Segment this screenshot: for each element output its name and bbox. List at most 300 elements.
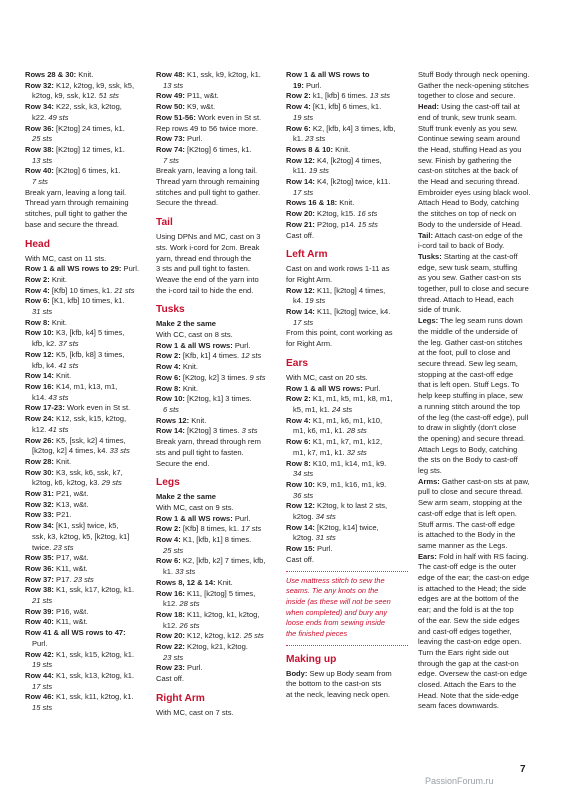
pattern-line [25,532,147,543]
pattern-line [156,674,278,685]
pattern-line [418,616,542,627]
instruction-text: a running stitch around the top [418,401,520,411]
pattern-line [156,384,278,395]
row-label: Row 14: [286,177,315,187]
row-label: 19: [293,80,304,90]
instruction-text: pull to close and secure thread. [418,487,523,497]
pattern-line [156,610,278,621]
instruction-text: Sew up Body seam from [307,668,392,678]
pattern-line [156,405,278,416]
row-label: Row 36: [25,563,54,573]
row-label: Row 24: [25,414,54,424]
row-label: Row 10: [25,328,54,338]
instruction-text: K11, w&t. [53,617,88,627]
stitch-count: 24 sts [332,404,353,414]
stitch-count: 16 sts [357,209,378,219]
finishing-note [286,576,408,640]
instruction-text: K11, k2tog, k1, k2tog, [184,609,260,619]
stitch-count: 21 sts [32,596,53,606]
pattern-line [156,232,278,243]
row-label: Ears: [418,551,437,561]
stitch-count: 23 sts [305,134,326,144]
pattern-line [418,680,542,691]
row-label: Row 4: [286,415,311,425]
pattern-line [418,327,542,338]
instruction-text: K11, [k2tog] 4 times, [314,285,386,295]
pattern-line [286,166,408,177]
pattern-line [286,286,408,297]
pattern-line [25,188,147,199]
pattern-line [286,156,408,167]
pattern-line [156,286,278,297]
pattern-line [286,124,408,135]
pattern-line [156,524,278,535]
instruction-text: closed. Attach the Ears to the [418,680,517,690]
pattern-line [156,663,278,674]
instruction-text: k12. [32,424,49,434]
pattern-line [286,523,408,534]
pattern-line [156,351,278,362]
pattern-line [25,220,147,231]
row-label: Row 40: [25,617,54,627]
row-label: Row 1 & all WS rows to [286,70,370,79]
instruction-text: Work even in St st. [64,403,131,413]
pattern-line [418,669,542,680]
pattern-line [418,380,542,391]
instruction-text: Starting at the cast-off [441,251,518,261]
instruction-text: help keep stuffing in place, sew [418,391,523,401]
pattern-line [156,578,278,589]
pattern-line [156,653,278,664]
instruction-text: Head. Note that the side-edge [418,690,519,700]
instruction-text: Thread yarn through remaining [156,177,260,187]
instruction-text: Weave the end of the yarn into [156,274,259,284]
note-line: inside (as these will not be seen [286,596,391,606]
instruction-text: Work even in St st. [195,112,262,122]
stitch-count: 26 sts [179,620,200,630]
instruction-text: k2tog. [293,512,316,522]
row-label: Row 51-56: [156,112,196,122]
row-label: Row 10: [286,479,315,489]
pattern-line [25,382,147,393]
row-label: Row 26: [25,435,54,445]
instruction-text: Turn the Ears right side out [418,647,509,657]
pattern-line [25,692,147,703]
stitch-count: 28 sts [179,599,200,609]
instruction-text: Stuff trunk evenly as you sew. [418,123,518,133]
instruction-text: twice. [32,542,54,552]
instruction-text: K9, w&t. [184,102,216,112]
pattern-line [286,394,408,405]
note-line: seams. Tie any knots on the [286,586,379,596]
pattern-line [156,341,278,352]
pattern-line [286,544,408,555]
pattern-line [25,264,147,275]
instruction-text: at the foot, pull to close and [418,348,511,358]
row-label: Rows 12: [156,415,190,425]
note-line: loose ends from sewing inside [286,618,386,628]
pattern-line [286,501,408,512]
instruction-text: edge, sew tusk seam, stuffing [418,262,518,272]
instruction-text: sts. Work i-cord for 2cm. Break [156,242,260,252]
pattern-line [156,621,278,632]
pattern-line [286,102,408,113]
instruction-text: at the neck, leaving neck open. [286,690,391,700]
stitch-count: 43 sts [48,392,69,402]
instruction-text: [Kfb] 8 times, k1. [180,524,242,534]
stitch-count: 49 sts [48,112,69,122]
instruction-text: P21. [53,510,72,520]
instruction-text: through the gap at the cast-on [418,658,519,668]
row-label: Row 36: [25,123,54,133]
pattern-line [25,596,147,607]
instruction-text: k1. [293,134,306,144]
instruction-text: Knit. [189,415,207,425]
row-label: Legs: [418,316,439,326]
row-label: Row 8: [286,458,311,468]
instruction-text: sew. Finish by gathering the [418,155,512,165]
pattern-line [286,448,408,459]
pattern-line [286,275,408,286]
stitch-count: 34 sts [293,469,314,479]
pattern-line [418,359,542,370]
pattern-line [286,480,408,491]
row-label: Row 4: [156,535,181,545]
pattern-line [25,124,147,135]
row-label: Row 14: [25,371,54,381]
row-label: Row 2: [156,351,181,361]
instruction-text: end of trunk, sew trunk seam. [418,112,517,122]
pattern-line [156,459,278,470]
instruction-text: Knit. [49,274,67,284]
instruction-text: K1, ssk, k13, k2tog, k1. [53,670,135,680]
instruction-text: Knit. [337,198,355,208]
pattern-line [156,373,278,384]
instruction-text: Attach Legs to Body, catching [418,444,518,454]
column-4 [418,70,542,712]
pattern-line [156,567,278,578]
row-label: Row 38: [25,144,54,154]
instruction-text: Stuff arms. The cast-off edge [418,519,515,529]
row-label: Rows 28 & 30: [25,70,77,79]
row-label: Rows 8, 12 & 14: [156,577,216,587]
pattern-line [156,362,278,373]
pattern-line [418,691,542,702]
instruction-text: Gather the neck-opening stitches [418,80,529,90]
row-label: Row 40: [25,166,54,176]
pattern-line [25,671,147,682]
pattern-line [156,535,278,546]
pattern-line [25,166,147,177]
instruction-text: [K1, kfb] 10 times, k1. [49,296,125,306]
row-label: Body: [286,668,308,678]
pattern-line [156,166,278,177]
instruction-text: With MC, cast on 20 sts. [286,372,368,382]
pattern-line [418,220,542,231]
instruction-text: K11, [k2tog] 5 times, [184,588,256,598]
instruction-text: With MC, cast on 11 sts. [25,253,107,263]
stitch-count: 15 sts [32,703,53,713]
row-label: Row 4: [156,362,181,372]
stitch-count: 51 sts [98,91,119,101]
row-label: Row 49: [156,91,185,101]
stitch-count: 17 sts [32,681,53,691]
instruction-text: leaving the cast-on edge open. [418,637,522,647]
instruction-text: of the ear. Sew the side edges [418,615,520,625]
instruction-text: for Right Arm. [286,274,333,284]
stitch-count: 31 sts [32,307,53,317]
pattern-line [418,209,542,220]
instruction-text: Cast off. [286,554,314,564]
instruction-text: the leg. Gather cast-on stitches [418,337,523,347]
section-heading: Head [25,238,50,250]
instruction-text: Purl. [184,134,203,144]
pattern-line [25,639,147,650]
instruction-text: Break yarn, leaving a long tail. [156,166,258,176]
instruction-text: same manner as the Legs. [418,540,508,550]
instruction-text: P17, w&t. [53,553,89,563]
pattern-line [418,594,542,605]
stitch-count: 32 sts [346,447,367,457]
row-label: Row 16: [25,381,54,391]
pattern-line [25,156,147,167]
pattern-line [25,70,147,81]
pattern-line [286,264,408,275]
instruction-text: ssk, k3, k2tog, k5, [k2tog, k1] [32,531,130,541]
stitch-count: 36 sts [293,490,314,500]
pattern-line [418,316,542,327]
instruction-text: Purl. [184,663,203,673]
row-label: Row 12: [286,285,315,295]
instruction-text: K22, ssk, k3, k2tog, [53,102,122,112]
pattern-line [25,209,147,220]
row-label: Row 6: [286,123,311,133]
instruction-text: Using DPNs and MC, cast on 3 [156,232,261,242]
row-label: Row 34: [25,102,54,112]
pattern-line [418,134,542,145]
column-3 [286,70,408,701]
stitch-count: 13 sts [163,80,184,90]
instruction-text: Secure the thread. [156,198,219,208]
row-label: Row 1 & all WS rows: [156,513,233,523]
row-label: Row 32: [25,499,54,509]
pattern-line [286,426,408,437]
pattern-line [286,555,408,566]
instruction-text: m1, k6, m1, k1. [293,426,347,436]
pattern-line [156,448,278,459]
section-heading: Right Arm [156,692,205,704]
pattern-line [25,361,147,372]
instruction-text: K1, ssk, k17, k2tog, k1. [53,585,135,595]
pattern-line [25,617,147,628]
stitch-count: 41 sts [58,360,79,370]
instruction-text: Break yarn, leaving a long tail. [25,187,127,197]
instruction-text: [K2tog, k2] 3 times. [180,372,250,382]
stitch-count: 13 sts [32,155,53,165]
instruction-text: The leg seam runs down [438,316,523,326]
pattern-line [418,198,542,209]
instruction-text: thread. Attach to Head, each [418,294,514,304]
row-label: Row 2: [156,524,181,534]
pattern-line [156,124,278,135]
instruction-text: k1. [163,567,176,577]
instruction-text: the opening) and secure thread. [418,433,525,443]
instruction-text: Sew arm seam, stopping at the [418,498,523,508]
instruction-text: Knit. [53,371,72,381]
instruction-text: m1, k7, m1, k1. [293,447,347,457]
instruction-text: cast-on stitches at the back of [418,166,518,176]
pattern-line [286,91,408,102]
pattern-line [25,703,147,714]
stitch-count: 19 sts [32,660,53,670]
stitch-count: 13 sts [369,91,391,101]
pattern-line [25,113,147,124]
pattern-line [156,492,278,503]
row-label: Row 14: [286,307,315,317]
pattern-line [156,264,278,275]
pattern-line [418,284,542,295]
instruction-text: and cast-off edges together, [418,626,512,636]
pattern-line [156,134,278,145]
row-label: Row 28: [25,456,54,466]
stitch-count: 23 sts [163,652,184,662]
instruction-text: [K1, ssk] twice, k5, [53,521,119,531]
stitch-count: 23 sts [73,574,94,584]
instruction-text: K2tog, k15. [314,209,358,219]
stitch-count: 37 sts [58,339,79,349]
stitch-count: 17 sts [293,317,314,327]
instruction-text: kfb, k4. [32,360,59,370]
instruction-text: side of trunk. [418,305,462,315]
instruction-text: Purl. [314,544,333,554]
instruction-text: base and secure the thread. [25,219,119,229]
stitch-count: 19 sts [308,166,329,176]
instruction-text: K1, ssk, k15, k2tog, k1. [53,649,135,659]
row-label: Row 50: [156,102,185,112]
pattern-line [418,391,542,402]
pattern-line [418,701,542,712]
pattern-line [418,252,542,263]
pattern-line [25,489,147,500]
pattern-line [418,455,542,466]
stitch-count: 12 sts [241,351,262,361]
instruction-text: Purl. [232,513,251,523]
pattern-line [156,254,278,265]
pattern-line [25,478,147,489]
pattern-line [156,81,278,92]
row-label: Row 2: [25,274,50,284]
instruction-text: The cast-off edge is the outer [418,562,517,572]
pattern-line [25,198,147,209]
row-label: Row 6: [156,372,181,382]
instruction-text: Purl. [303,80,322,90]
pattern-line [25,145,147,156]
instruction-text: k2tog, k9, ssk, k12. [32,91,99,101]
pattern-line [418,145,542,156]
instruction-text: K2tog, k21, k2tog. [184,642,248,652]
watermark: PassionForum.ru [425,776,494,786]
pattern-line [418,487,542,498]
instruction-text: ear; and the fold is at the top [418,605,514,615]
row-label: Row 17-23: [25,403,65,413]
instruction-text: of the leg (the cast-off edge), pull [418,412,529,422]
pattern-line [25,339,147,350]
row-label: Row 4: [286,102,311,112]
pattern-line [418,552,542,563]
pattern-line [25,318,147,329]
pattern-line [286,373,408,384]
pattern-line [418,627,542,638]
pattern-line [286,307,408,318]
row-label: Row 1 & all WS rows: [156,340,233,350]
pattern-line [418,573,542,584]
row-label: Arms: [418,476,440,486]
instruction-text: stitches, pull tight to gather the [25,209,128,219]
instruction-text: [K2tog, k14] twice, [314,522,379,532]
pattern-line [418,124,542,135]
pattern-line [418,263,542,274]
instruction-text: the sts on the Body to cast-off [418,455,518,465]
pattern-line [25,177,147,188]
pattern-line [25,403,147,414]
row-label: Row 14: [286,522,315,532]
pattern-line [418,445,542,456]
instruction-text: Stuff Body through neck opening. [418,70,530,79]
instruction-text: the Head and securing thread. [418,177,520,187]
pattern-line [25,564,147,575]
pattern-line [286,209,408,220]
row-label: Row 16: [156,588,185,598]
instruction-text: K2, [kfb, k4] 3 times, kfb, [310,123,396,133]
row-label: Row 38: [25,585,54,595]
instruction-text: K3, [kfb, k4] 5 times, [53,328,125,338]
pattern-line [25,328,147,339]
instruction-text: [k2tog, k2] 4 times, k4. [32,446,110,456]
pattern-line [286,533,408,544]
instruction-text: [Kfb, k1] 4 times. [180,351,242,361]
pattern-line [418,413,542,424]
pattern-line [156,589,278,600]
instruction-text: With CC, cast on 8 sts. [156,330,233,340]
row-label: Row 41 & all WS rows to 47: [25,628,126,638]
pattern-line [156,319,278,330]
pattern-line [25,510,147,521]
instruction-text: K1, m1, k5, m1, k8, m1, [310,394,393,404]
row-label: Row 4: [25,285,50,295]
pattern-line [286,491,408,502]
section-heading: Legs [156,477,180,489]
instruction-text: for Right Arm. [286,339,333,349]
pattern-line [156,416,278,427]
row-label: Row 42: [25,649,54,659]
pattern-line [286,296,408,307]
pattern-line [25,414,147,425]
pattern-line [286,145,408,156]
pattern-line [25,425,147,436]
row-label: Head: [418,102,439,112]
instruction-text: Purl. [232,340,251,350]
instruction-text: K10, m1, k14, m1, k9. [310,458,387,468]
instruction-text: K1, ssk, k9, k2tog, k1. [184,70,261,79]
instruction-text: Cast off. [156,674,184,684]
pattern-line [156,426,278,437]
instruction-text: [K2tog] 24 times, k1. [53,123,125,133]
instruction-text: K2, [kfb, k2] 7 times, kfb, [180,556,266,566]
pattern-line [418,305,542,316]
pattern-line [286,81,408,92]
instruction-text: K1, [kfb, k1] 8 times. [180,535,252,545]
pattern-line [25,91,147,102]
